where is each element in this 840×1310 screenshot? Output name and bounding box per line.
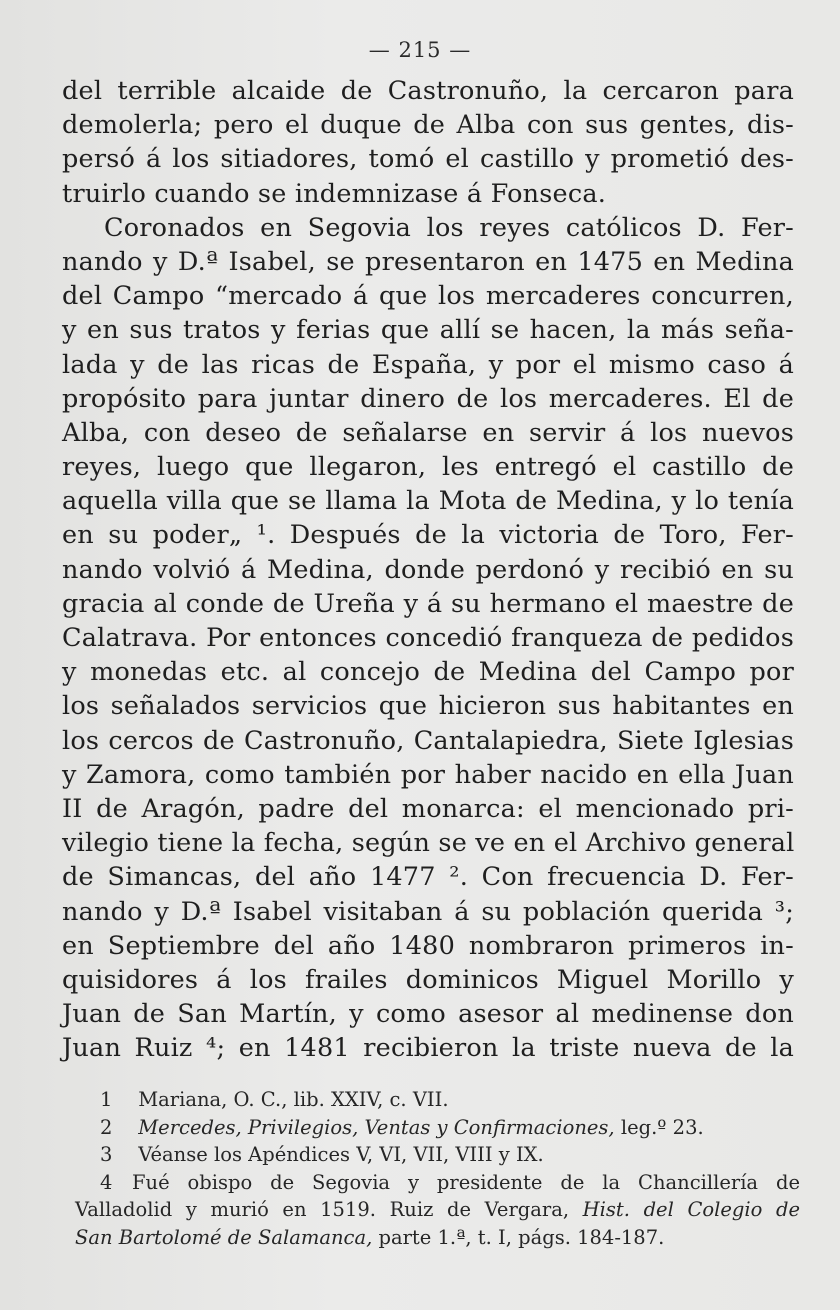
text-line: demolerla; pero el duque de Alba con sus gentes, dis- xyxy=(62,110,794,141)
text-line: del terrible alcaide de Castronuño, la cercaron para xyxy=(62,76,794,106)
text-line: reyes, luego que llegaron, les entregó el castillo de xyxy=(62,452,794,483)
text-line: gracia al conde de Ureña y á su hermano el maestre de xyxy=(62,588,794,619)
text-line: en su poder„ ¹. Después de la victoria de Toro, Fer- xyxy=(62,520,794,551)
footnote-4 xyxy=(75,1169,800,1197)
footnote-number: 4 xyxy=(100,1170,113,1194)
text-line: propósito para juntar dinero de los mercaderes. El de xyxy=(62,383,794,414)
text-line: aquella villa que se llama la Mota de Medina, y lo tenía xyxy=(62,486,794,517)
text-line: nando y D.ª Isabel visitaban á su población querida ³; xyxy=(62,896,794,927)
text-line: los señalados servicios que hicieron sus habitantes en xyxy=(62,691,794,722)
text-line: Juan Ruiz ⁴; en 1481 recibieron la triste nueva de la xyxy=(62,1033,794,1064)
footnote-italic-title: San Bartolomé de Salamanca, xyxy=(75,1225,373,1249)
footnote-2 xyxy=(75,1114,800,1142)
footnote-text: leg.º 23. xyxy=(614,1115,704,1139)
text-line: vilegio tiene la fecha, según se ve en el Archivo general xyxy=(62,828,795,859)
footnote-text: Valladolid y murió en 1519. Ruiz de Vergara, xyxy=(75,1198,583,1221)
footnote-text: Fué obispo de Segovia y presidente de la Chancillería de xyxy=(132,1170,800,1194)
text-line: nando volvió á Medina, donde perdonó y recibió en su xyxy=(62,554,794,585)
footnote-1 xyxy=(75,1086,800,1114)
footnote-number: 1 xyxy=(100,1088,113,1111)
footnote-number: 3 xyxy=(100,1143,113,1166)
footnote-4-continued xyxy=(75,1224,800,1252)
footnote-italic-title: Mercedes, Privilegios, Ventas y Confirmaciones, xyxy=(138,1115,615,1139)
page-number: — 215 — xyxy=(368,38,472,62)
text-line: Juan de San Martín, y como asesor al medinense don xyxy=(62,999,794,1030)
footnote-text: Mariana, O. C., lib. XXIV, c. VII. xyxy=(138,1088,449,1111)
footnote-italic-title: Hist. del Colegio de xyxy=(582,1198,800,1221)
text-line: nando y D.ª Isabel, se presentaron en 1475 en Medina xyxy=(62,246,794,277)
footnote-number: 2 xyxy=(100,1115,113,1139)
text-line: del Campo “mercado á que los mercaderes concurren, xyxy=(62,281,794,312)
text-line: quisidores á los frailes dominicos Miguel Morillo y xyxy=(62,964,794,995)
footnotes xyxy=(75,1086,800,1251)
text-line: los cercos de Castronuño, Cantalapiedra, Siete Iglesias xyxy=(62,725,794,756)
footnote-text: Véanse los Apéndices V, VI, VII, VIII y IX. xyxy=(138,1143,544,1166)
text-line: y en sus tratos y ferias que allí se hacen, la más seña- xyxy=(62,315,794,346)
text-line: Coronados en Segovia los reyes católicos D. Fer- xyxy=(104,212,794,243)
text-line: persó á los sitiadores, tomó el castillo y prometió des- xyxy=(62,144,794,175)
text-line: Calatrava. Por entonces concedió franqueza de pedidos xyxy=(62,623,794,653)
footnote-3 xyxy=(75,1141,800,1169)
text-line: II de Aragón, padre del monarca: el mencionado pri- xyxy=(62,793,794,824)
body-text xyxy=(62,74,794,1065)
text-line: truirlo cuando se indemnizase á Fonseca. xyxy=(62,178,607,209)
text-line: de Simancas, del año 1477 ². Con frecuencia D. Fer- xyxy=(62,862,794,893)
text-line: lada y de las ricas de España, y por el mismo caso á xyxy=(62,349,794,380)
text-line: Alba, con deseo de señalarse en servir á los nuevos xyxy=(62,417,794,448)
footnote-text: parte 1.ª, t. I, págs. 184-187. xyxy=(372,1225,665,1249)
text-line: en Septiembre del año 1480 nombraron primeros in- xyxy=(62,930,794,961)
text-line: y Zamora, como también por haber nacido en ella Juan xyxy=(62,759,794,790)
footnote-4-continued xyxy=(75,1196,800,1224)
text-line: y monedas etc. al concejo de Medina del Campo por xyxy=(62,657,794,688)
